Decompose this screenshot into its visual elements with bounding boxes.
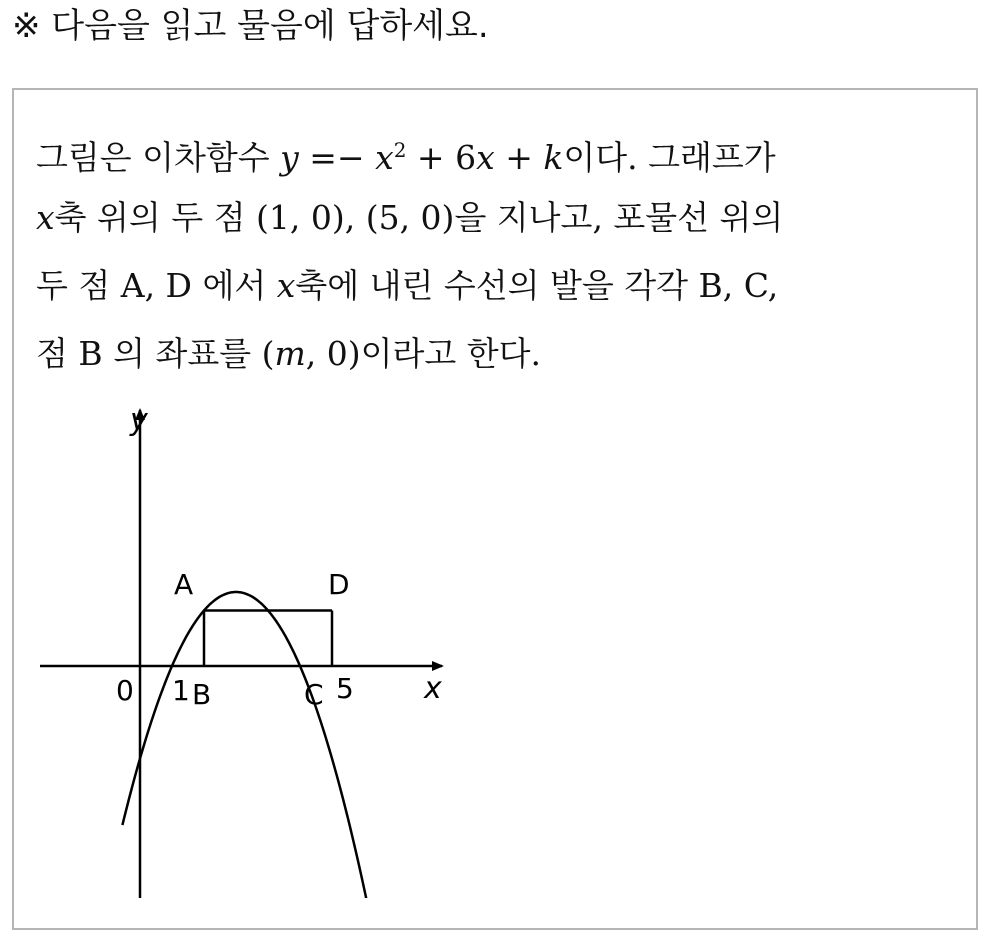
text-segment: 을 지나고, 포물선 위의 [454, 198, 784, 237]
problem-line-2 [36, 184, 783, 252]
y-axis-label: y [130, 403, 148, 438]
var-x: x [476, 138, 495, 177]
text-segment: 축 위의 두 점 [54, 198, 256, 237]
var-x: x [276, 266, 296, 305]
var-y: y [280, 138, 299, 177]
var-x: x [36, 198, 55, 237]
text-segment: 이라고 한다. [360, 334, 542, 373]
text-segment: , [344, 198, 366, 237]
text-segment: 그림은 이차함수 [36, 138, 281, 177]
text-segment: 두 점 A, D 에서 [36, 266, 277, 305]
coord-close: , 0) [305, 334, 361, 373]
text-segment: 점 B 의 좌표를 [36, 334, 262, 373]
problem-text [36, 116, 783, 388]
var-x: x [375, 138, 394, 177]
coord-open: ( [261, 334, 275, 373]
problem-line-3 [36, 252, 783, 320]
text-segment: 이다. 그래프가 [563, 138, 776, 177]
point-d-label: D [328, 568, 350, 601]
root2-label: 5 [336, 672, 354, 705]
point-b-label: B [192, 678, 212, 711]
parabola-curve [122, 592, 418, 898]
point-coord-1: (1, 0) [255, 198, 345, 237]
text-segment: 축에 내린 수선의 발을 각각 B, C, [295, 266, 779, 305]
x-axis-label: x [424, 671, 442, 706]
instruction-heading: ※ 다음을 읽고 물음에 답하세요. [12, 6, 489, 46]
var-m: m [274, 334, 306, 373]
problem-line-4 [36, 320, 783, 388]
eq-part: + 6 [406, 138, 477, 177]
point-c-label: C [304, 678, 324, 711]
origin-label: 0 [116, 674, 134, 707]
point-a-label: A [174, 568, 194, 601]
parabola-graph [34, 398, 474, 898]
eq-part: =− [298, 138, 376, 177]
problem-box [12, 88, 978, 930]
var-k: k [543, 138, 564, 177]
root1-label: 1 [172, 674, 190, 707]
equation [280, 138, 563, 177]
point-coord-2: (5, 0) [365, 198, 455, 237]
exponent: 2 [393, 138, 407, 162]
problem-line-1 [36, 116, 783, 184]
eq-part: + [494, 138, 544, 177]
